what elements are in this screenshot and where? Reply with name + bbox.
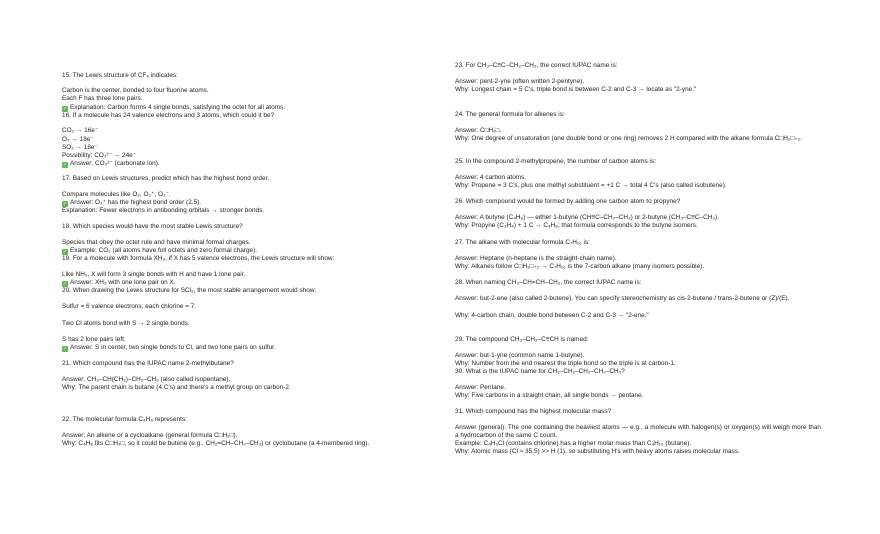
line: Why: Number from the end nearest the triple bond so the triple is at carbon-1. bbox=[455, 360, 676, 367]
line: Possibility: CO₃²⁻ → 24e⁻ bbox=[62, 152, 137, 159]
question-18: 18. Which species would have the most stable Lewis structure? bbox=[62, 223, 243, 230]
line: Answer (general): The one containing the heaviest atoms — e.g., a molecule with halogen(s) or oxygen(s) will weigh more than a hydrocarbon of the same C count. bbox=[455, 424, 821, 440]
question-23: 23. For CH₃–C≡C–CH₂–CH₃, the correct IUPAC name is: bbox=[455, 62, 618, 69]
question-17: 17. Based on Lewis structures, predict which has the highest bond order. bbox=[62, 175, 270, 182]
line: Carbon is the center, bonded to four fluorine atoms. bbox=[62, 87, 209, 94]
line: Answer: but-1-yne (common name 1-butyne). bbox=[455, 352, 585, 359]
question-25: 25. In the compound 2-methylpropene, the number of carbon atoms is: bbox=[455, 158, 656, 165]
line: Answer: C□H₂□. bbox=[455, 127, 502, 134]
question-27: 27. The alkane with molecular formula C₇H₁₆ is: bbox=[455, 239, 590, 246]
line bbox=[62, 344, 276, 352]
question-30: 30. What is the IUPAC name for CH₃–CH₂–CH₂–CH₂–CH₃? bbox=[455, 368, 625, 375]
line: CO₂ → 16e⁻ bbox=[62, 127, 99, 134]
line bbox=[62, 247, 257, 255]
line: S has 2 lone pairs left. bbox=[62, 336, 126, 343]
line: Compare molecules like O₂, O₂⁺, O₂⁻. bbox=[62, 191, 171, 198]
line: Answer: CH₃–CH(CH₃)–CH₂–CH₃ (also called isopentane). bbox=[62, 376, 231, 383]
line: Why: C₄H₈ fits C□H₂□, so it could be butene (e.g., CH₂=CH–CH₂–CH₃) or cyclobutane (a 4-membered ring). bbox=[62, 440, 370, 447]
question-20: 20. When drawing the Lewis structure for SCl₂, the most stable arrangement would show: bbox=[62, 287, 317, 294]
check-mark-icon: ✓ bbox=[62, 281, 68, 287]
check-mark-icon: ✓ bbox=[62, 162, 68, 168]
line: Explanation: Fewer electrons in antibonding orbitals → stronger bonds. bbox=[62, 207, 265, 214]
line: Example: C₄H₉Cl (contains chlorine) has a higher molar mass than C₄H₁₀ (butane). bbox=[455, 440, 692, 447]
line: Two Cl atoms bond with S → 2 single bonds. bbox=[62, 320, 190, 327]
line bbox=[62, 199, 201, 207]
question-15: 15. The Lewis structure of CF₄ indicates: bbox=[62, 72, 178, 79]
check-mark-icon: ✓ bbox=[62, 249, 68, 255]
line: Why: Atomic mass (Cl ≈ 35.5) >> H (1), so substituting H's with heavy atoms raises molecular mass. bbox=[455, 448, 740, 455]
line bbox=[62, 279, 176, 287]
line: Why: Propene = 3 C's, plus one methyl substituent = +1 C → total 4 C's (also called isobutene). bbox=[455, 182, 727, 189]
question-24: 24. The general formula for alkenes is: bbox=[455, 111, 565, 118]
line: Answer: Heptane (n-heptane is the straight-chain name). bbox=[455, 255, 617, 262]
line: Why: One degree of unsaturation (one double bond or one ring) removes 2 H compared with the alkane formula C□H₂□₊₂. bbox=[455, 135, 802, 142]
question-28: 28. When naming CH₃–CH=CH–CH₃, the correct IUPAC name is: bbox=[455, 279, 642, 286]
question-31: 31. Which compound has the highest molecular mass? bbox=[455, 408, 612, 415]
question-19: 19. For a molecule with formula XH₃, if X has 5 valence electrons, the Lewis structure will show: bbox=[62, 255, 335, 262]
line: Species that obey the octet rule and have minimal formal charges. bbox=[62, 239, 251, 246]
explanation: Explanation: Carbon forms 4 single bonds, satisfying the octet for all atoms. bbox=[70, 104, 286, 111]
line: Answer: An alkene or a cycloalkane (general formula C□H₂□). bbox=[62, 432, 238, 439]
check-mark-icon: ✓ bbox=[62, 346, 68, 352]
line: Why: Alkanes follow C□H₂□₊₂ → C₇H₁₆ is the 7-carbon alkane (many isomers possible). bbox=[455, 263, 705, 270]
answer: Answer: CO₃²⁻ (carbonate ion). bbox=[70, 160, 160, 167]
line: Why: Propyne (C₃H₄) + 1 C → C₄H₆; that formula corresponds to the butyne isomers. bbox=[455, 222, 698, 229]
line bbox=[62, 160, 160, 168]
line: Why: 4-carbon chain, double bond between C-2 and C-3 → "2-ene." bbox=[455, 312, 649, 319]
check-mark-icon: ✓ bbox=[62, 106, 68, 112]
example: Example: CO₂ (all atoms have full octets and zero formal charge). bbox=[70, 247, 258, 254]
line: Why: Five carbons in a straight chain, all single bonds → pentane. bbox=[455, 392, 644, 399]
line: Why: The parent chain is butane (4 C's) and there's a methyl group on carbon-2. bbox=[62, 384, 291, 391]
answer: Answer: XH₃ with one lone pair on X. bbox=[70, 279, 176, 286]
line bbox=[62, 104, 285, 112]
answer: Answer: O₂⁺ has the highest bond order (2.5). bbox=[70, 199, 202, 206]
question-26: 26. Which compound would be formed by adding one carbon atom to propyne? bbox=[455, 198, 681, 205]
line: Answer: Pentane. bbox=[455, 384, 506, 391]
line: Sulfur = 6 valence electrons; each chlorine = 7. bbox=[62, 303, 197, 310]
line: Answer: but-2-ene (also called 2-butene). You can specify stereochemistry as cis-2-butene / trans-2-butene or (Z)/(E). bbox=[455, 295, 790, 302]
line: Answer: pent-2-yne (often written 2-pentyne). bbox=[455, 78, 585, 85]
question-16: 16. If a molecule has 24 valence electrons and 3 atoms, which could it be? bbox=[62, 112, 275, 119]
line: O₃ → 18e⁻ bbox=[62, 136, 94, 143]
line: Answer: A butyne (C₄H₆) — either 1-butyne (CH≡C–CH₂–CH₃) or 2-butyne (CH₃–C≡C–CH₃). bbox=[455, 214, 719, 221]
line: SO₂ → 18e⁻ bbox=[62, 144, 98, 151]
line: Like NH₃, X will form 3 single bonds with H and have 1 lone pair. bbox=[62, 271, 246, 278]
answer: Answer: S in center, two single bonds to Cl, and two lone pairs on sulfur. bbox=[70, 344, 276, 351]
line: Answer: 4 carbon atoms. bbox=[455, 174, 527, 181]
question-22: 22. The molecular formula C₄H₈ represents: bbox=[62, 416, 187, 423]
question-29: 29. The compound CH₃–CH₂–C≡CH is named: bbox=[455, 336, 589, 343]
line: Each F has three lone pairs. bbox=[62, 95, 143, 102]
question-21: 21. Which compound has the IUPAC name 2-methylbutane? bbox=[62, 360, 234, 367]
check-mark-icon: ✓ bbox=[62, 201, 68, 207]
line: Why: Longest chain = 5 C's, triple bond is between C-2 and C-3 → locate as "2-yne." bbox=[455, 86, 697, 93]
